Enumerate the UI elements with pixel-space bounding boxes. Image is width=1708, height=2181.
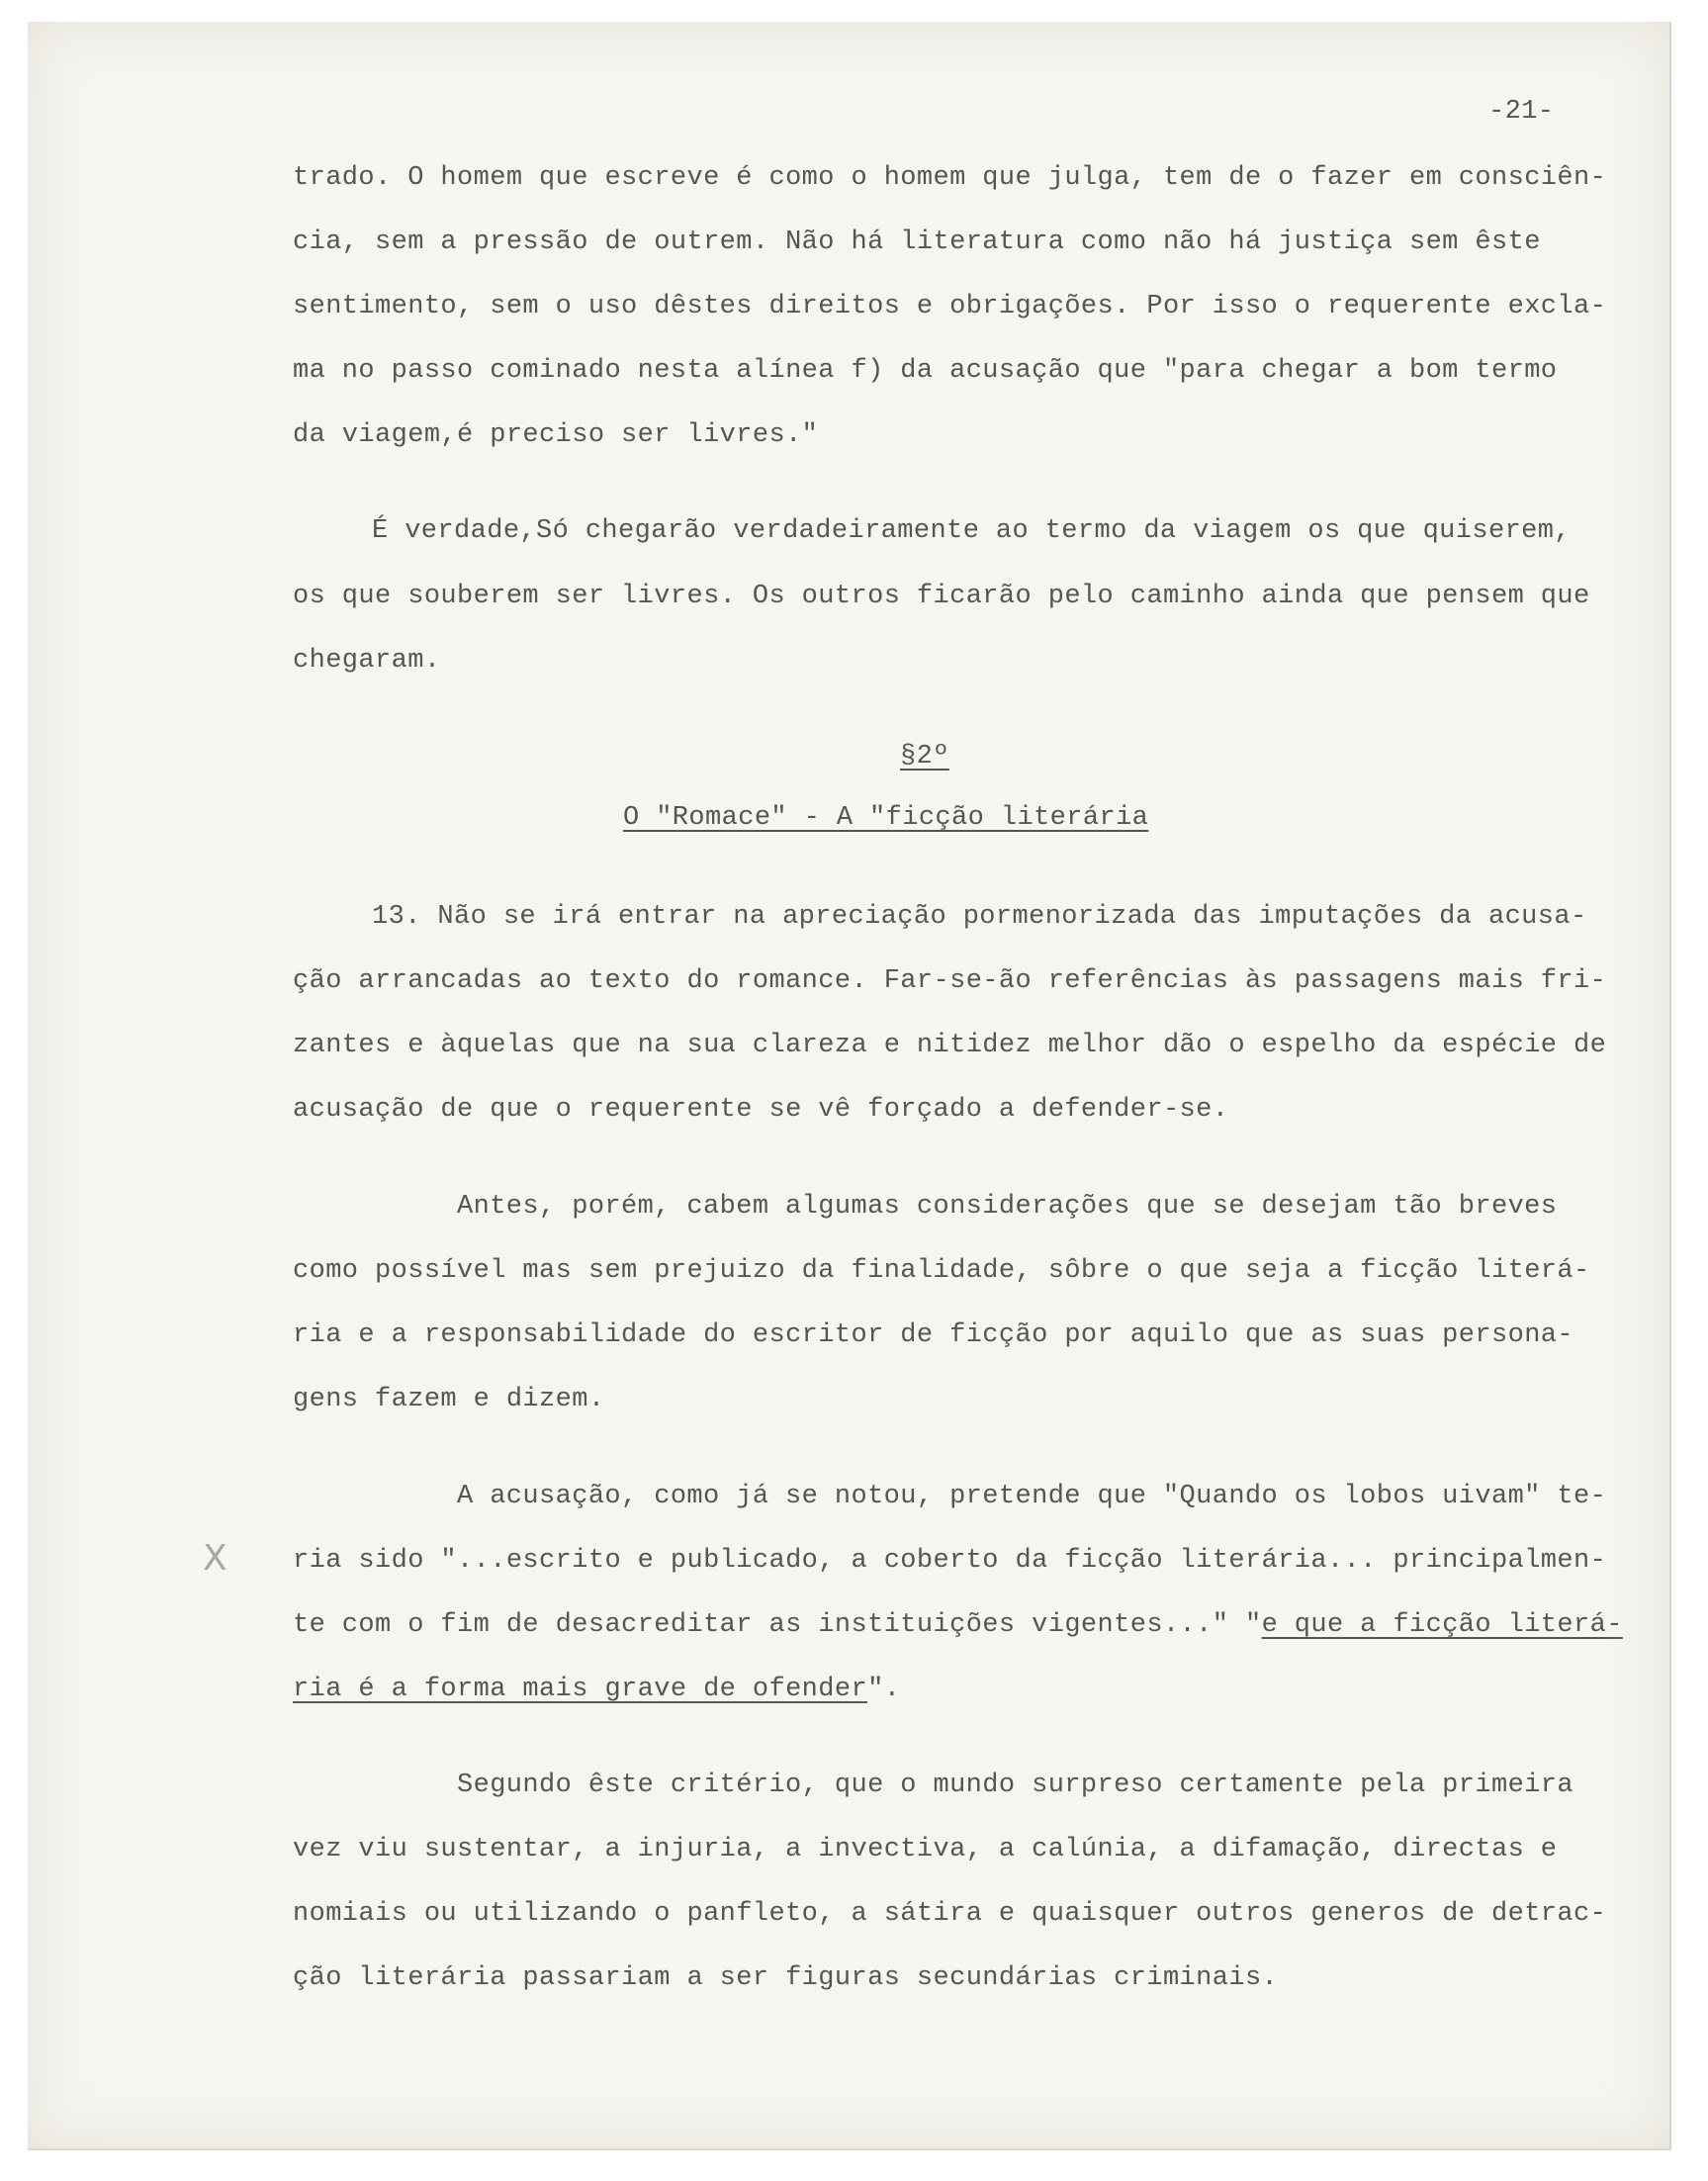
- paragraph-5-line-3-plain: te com o fim de desacreditar as instituições vigentes..." ": [293, 1610, 1262, 1640]
- paragraph-5-line-1: A acusação, como já se notou, pretende que "Quando os lobos uivam" te-: [457, 1482, 1607, 1511]
- paragraph-6-line-1: Segundo êste critério, que o mundo surpreso certamente pela primeira: [457, 1771, 1573, 1800]
- paragraph-1-line-3: sentimento, sem o uso dêstes direitos e obrigações. Por isso o requerente excla-: [293, 292, 1607, 321]
- paragraph-3-line-2: ção arrancadas ao texto do romance. Far-se-ão referências às passagens mais fri-: [293, 966, 1607, 996]
- paragraph-2-line-2: os que souberem ser livres. Os outros ficarão pelo caminho ainda que pensem que: [293, 582, 1590, 611]
- page-number: -21-: [1488, 97, 1555, 127]
- paragraph-4-line-2: como possível mas sem prejuizo da finalidade, sôbre o que seja a ficção literá-: [293, 1256, 1590, 1286]
- paragraph-3-line-1: 13. Não se irá entrar na apreciação pormenorizada das imputações da acusa-: [372, 902, 1587, 932]
- paragraph-4-line-4: gens fazem e dizem.: [293, 1385, 605, 1414]
- paragraph-1-line-2: cia, sem a pressão de outrem. Não há literatura como não há justiça sem êste: [293, 227, 1541, 257]
- paragraph-5-line-2: ria sido "...escrito e publicado, a coberto da ficção literária... principalmen-: [293, 1546, 1607, 1576]
- paragraph-5-line-4-underlined: ria é a forma mais grave de ofender: [293, 1675, 868, 1704]
- paragraph-5-line-3: [293, 1610, 1623, 1640]
- paragraph-6-line-3: nomiais ou utilizando o panfleto, a sátira e quaisquer outros generos de detrac-: [293, 1899, 1607, 1929]
- paragraph-4-line-1: Antes, porém, cabem algumas considerações que se desejam tão breves: [457, 1192, 1558, 1222]
- margin-x-mark: X: [203, 1538, 227, 1579]
- paragraph-6-line-4: ção literária passariam a ser figuras secundárias criminais.: [293, 1963, 1279, 1993]
- paragraph-5-line-4-end: ".: [867, 1675, 901, 1704]
- paragraph-2-line-3: chegaram.: [293, 646, 441, 676]
- paragraph-1-line-1: trado. O homem que escreve é como o homem que julga, tem de o fazer em consciên-: [293, 163, 1607, 193]
- paragraph-6-line-2: vez viu sustentar, a injuria, a invectiva, a calúnia, a difamação, directas e: [293, 1835, 1558, 1864]
- paragraph-2-line-1: É verdade,Só chegarão verdadeiramente ao termo da viagem os que quiserem,: [372, 516, 1571, 546]
- paragraph-5-line-4: [293, 1675, 900, 1704]
- paragraph-5-line-3-underlined: e que a ficção literá-: [1261, 1610, 1623, 1640]
- paragraph-1-line-5: da viagem,é preciso ser livres.": [293, 420, 819, 450]
- paragraph-3-line-4: acusação de que o requerente se vê forçado a defender-se.: [293, 1095, 1229, 1125]
- section-title: O "Romace" - A "ficção literária: [623, 803, 1149, 833]
- paragraph-1-line-4: ma no passo cominado nesta alínea f) da acusação que "para chegar a bom termo: [293, 356, 1558, 386]
- paper-sheet: [28, 22, 1671, 2150]
- paragraph-4-line-3: ria e a responsabilidade do escritor de ficção por aquilo que as suas persona-: [293, 1320, 1574, 1350]
- paragraph-3-line-3: zantes e àquelas que na sua clareza e nitidez melhor dão o espelho da espécie de: [293, 1031, 1607, 1060]
- section-mark: §2º: [900, 742, 949, 772]
